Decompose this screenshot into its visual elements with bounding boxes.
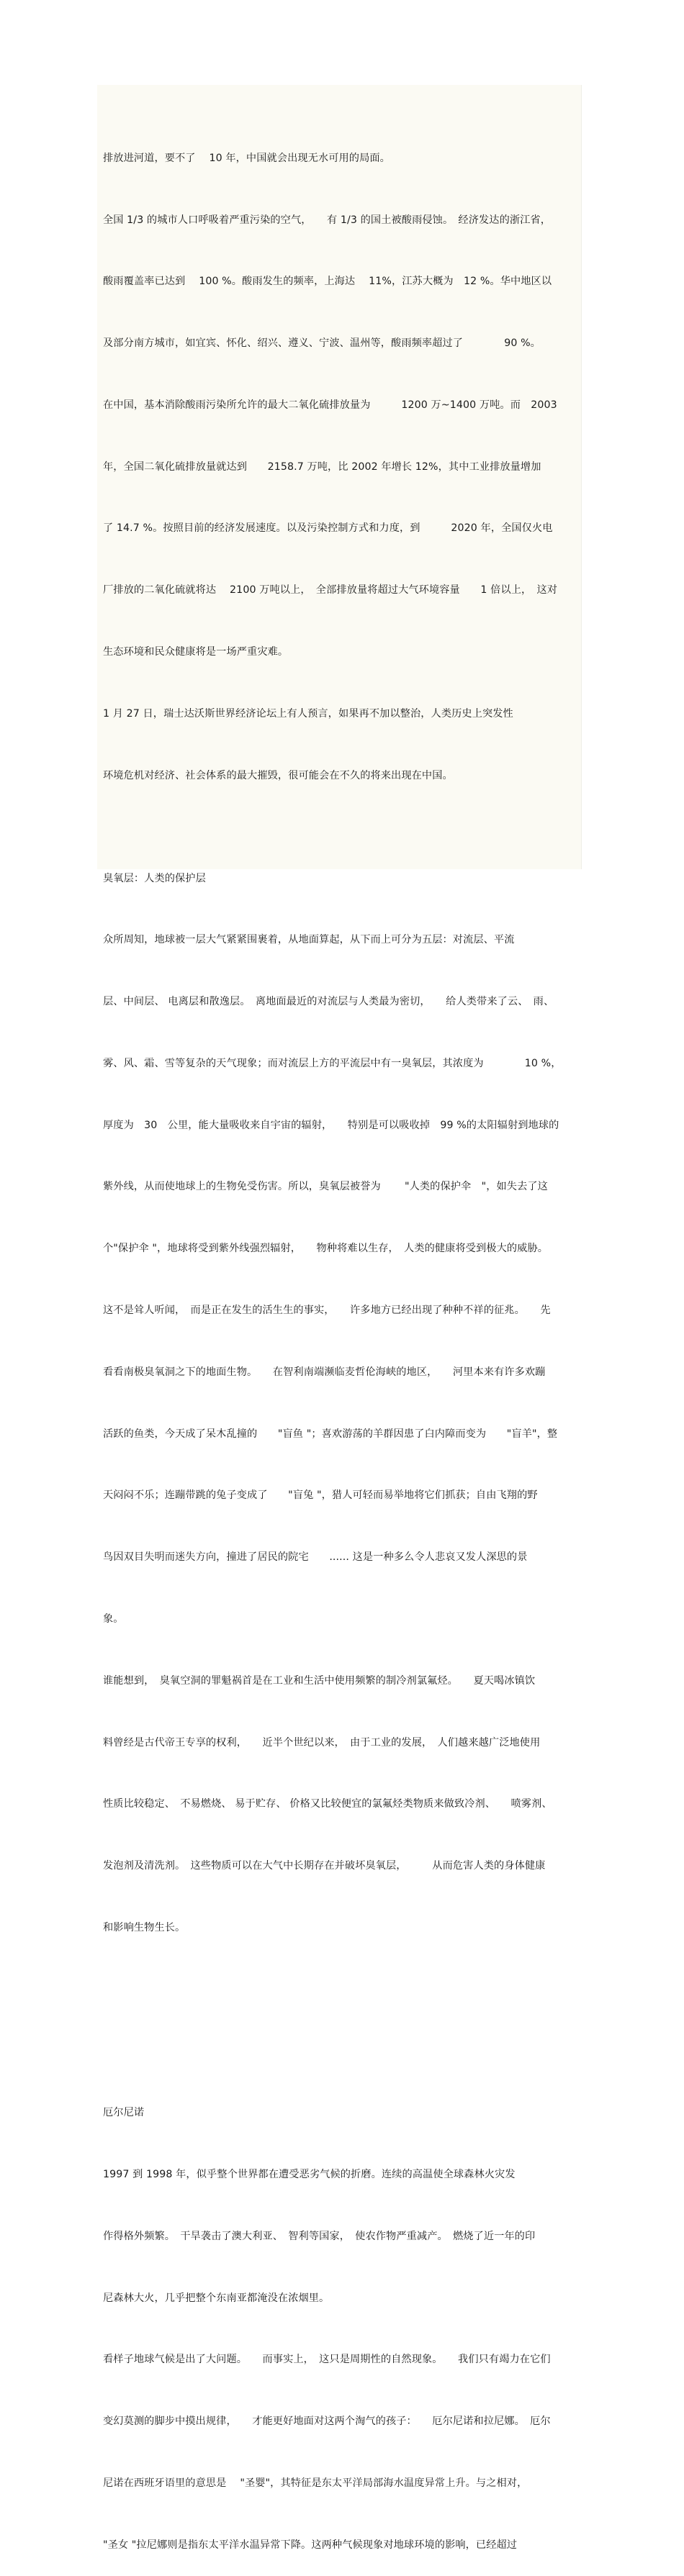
paragraph-line: 年，全国二氧化硫排放量就达到 2158.7 万吨，比 2002 年增长 12%，其中工业排放量增加 — [103, 461, 541, 473]
paragraph-line: 排放进河道，要不了 10 年，中国就会出现无水可用的局面。 — [103, 152, 390, 164]
blank-line — [103, 2000, 581, 2021]
paragraph-line: 紫外线，从而使地球上的生物免受伤害。所以，臭氧层被誉为 "人类的保护伞 "，如失去了这 — [103, 1181, 548, 1193]
paragraph-line: 天闷闷不乐；连蹦带跳的兔子变成了 "盲兔 "，猎人可轻而易举地将它们抓获；自由飞翔的野 — [103, 1489, 538, 1502]
paragraph-line: 尼森林大火，几乎把整个东南亚都淹没在浓烟里。 — [103, 2292, 330, 2304]
paragraph-line: 了 14.7 %。按照目前的经济发展速度。以及污染控制方式和力度，到 2020 年，全国仅火电 — [103, 522, 553, 535]
paragraph-line: 1 月 27 日，瑞士达沃斯世界经济论坛上有人预言，如果再不加以整治，人类历史上突发性 — [103, 707, 513, 720]
paragraph-line: 层、中间层、 电离层和散逸层。 离地面最近的对流层与人类最为密切， 给人类带来了云、 雨、 — [103, 996, 554, 1008]
paragraph-line: 性质比较稳定、 不易燃烧、 易于贮存、 价格又比较便宜的氯氟烃类物质来做致冷剂、 喷雾剂、 — [103, 1798, 552, 1810]
paragraph-line: 看看南极臭氧洞之下的地面生物。 在智利南端濒临麦哲伦海峡的地区， 河里本来有许多欢蹦 — [103, 1366, 546, 1378]
paragraph-line: 雾、风、霜、雪等复杂的天气现象；而对流层上方的平流层中有一臭氧层，其浓度为 10 %， — [103, 1057, 562, 1069]
paragraph-line: 看样子地球气候是出了大问题。 而事实上， 这只是周期性的自然现象。 我们只有竭力在它们 — [103, 2354, 551, 2366]
paragraph-line: "圣女 "拉尼娜则是指东太平洋水温异常下降。这两种气候现象对地球环境的影响，已经超过 — [103, 2539, 518, 2551]
paragraph-line: 变幻莫测的脚步中摸出规律， 才能更好地面对这两个淘气的孩子： 厄尔尼诺和拉尼娜。 厄尔 — [103, 2416, 551, 2428]
paragraph-line: 全国 1/3 的城市人口呼吸着严重污染的空气， 有 1/3 的国土被酸雨侵蚀。 经济发达的浙江省， — [103, 214, 552, 226]
section-heading-el-nino: 厄尔尼诺 — [103, 2107, 145, 2119]
paragraph-line: 尼诺在西班牙语里的意思是 "圣婴"，其特征是东太平洋局部海水温度异常上升。与之相对， — [103, 2477, 528, 2489]
paragraph-line: 众所周知，地球被一层大气紧紧围裹着，从地面算起，从下而上可分为五层：对流层、平流 — [103, 934, 515, 946]
paragraph-line: 谁能想到， 臭氧空洞的罪魁祸首是在工业和生活中使用频繁的制冷剂氯氟烃。 夏天喝冰镇饮 — [103, 1674, 536, 1687]
paragraph-line: 活跃的鱼类，今天成了呆木乱撞的 "盲鱼 "；喜欢游荡的羊群因患了白内障而变为 "盲羊"，整 — [103, 1428, 558, 1440]
paragraph-line: 酸雨覆盖率已达到 100 %。酸雨发生的频率，上海达 11%，江苏大概为 12 %。华中地区以 — [103, 276, 552, 288]
paragraph-line: 个"保护伞 "，地球将受到紫外线强烈辐射， 物种将难以生存， 人类的健康将受到极大的威胁。 — [103, 1243, 549, 1255]
paragraph-line: 1997 到 1998 年，似乎整个世界都在遭受恶劣气候的折磨。连续的高温使全球森林火灾发 — [103, 2168, 516, 2180]
section-heading-ozone: 臭氧层：人类的保护层 — [103, 872, 206, 884]
paragraph-line: 鸟因双目失明而迷失方向，撞进了居民的院宅 ...... 这是一种多么令人悲哀又发人深思的景 — [103, 1551, 528, 1564]
paragraph-line: 在中国，基本消除酸雨污染所允许的最大二氧化硫排放量为 1200 万~1400 万吨。而 2003 — [103, 399, 557, 411]
paragraph-line: 厂排放的二氧化硫就将达 2100 万吨以上， 全部排放量将超过大气环境容量 1 倍以上， 这对 — [103, 584, 558, 597]
paragraph-line: 料曾经是古代帝王专享的权利， 近半个世纪以来， 由于工业的发展， 人们越来越广泛地使用 — [103, 1736, 541, 1749]
paragraph-line: 这不是耸人听闻， 而是正在发生的活生生的事实， 许多地方已经出现了种种不祥的征兆。 先 — [103, 1305, 551, 1317]
document-body — [103, 86, 581, 2576]
paragraph-line: 及部分南方城市，如宜宾、怀化、绍兴、遵义、宁波、温州等，酸雨频率超过了 90 %。 — [103, 337, 541, 350]
paragraph-line: 象。 — [103, 1613, 124, 1625]
paragraph-line: 环境危机对经济、社会体系的最大摧毁，很可能会在不久的将来出现在中国。 — [103, 769, 453, 781]
paragraph-line: 厚度为 30 公里，能大量吸收来自宇宙的辐射， 特别是可以吸收掉 99 %的太阳辐射到地球的 — [103, 1119, 559, 1131]
paragraph-line: 发泡剂及清洗剂。 这些物质可以在大气中长期存在并破坏臭氧层， 从而危害人类的身体健康 — [103, 1860, 546, 1872]
paragraph-line: 和影响生物生长。 — [103, 1921, 186, 1933]
paragraph-line: 生态环境和民众健康将是一场严重灾难。 — [103, 646, 289, 658]
paragraph-line: 作得格外频繁。 干旱袭击了澳大利亚、 智利等国家， 使农作物严重减产。 燃烧了近一年的印 — [103, 2230, 536, 2242]
